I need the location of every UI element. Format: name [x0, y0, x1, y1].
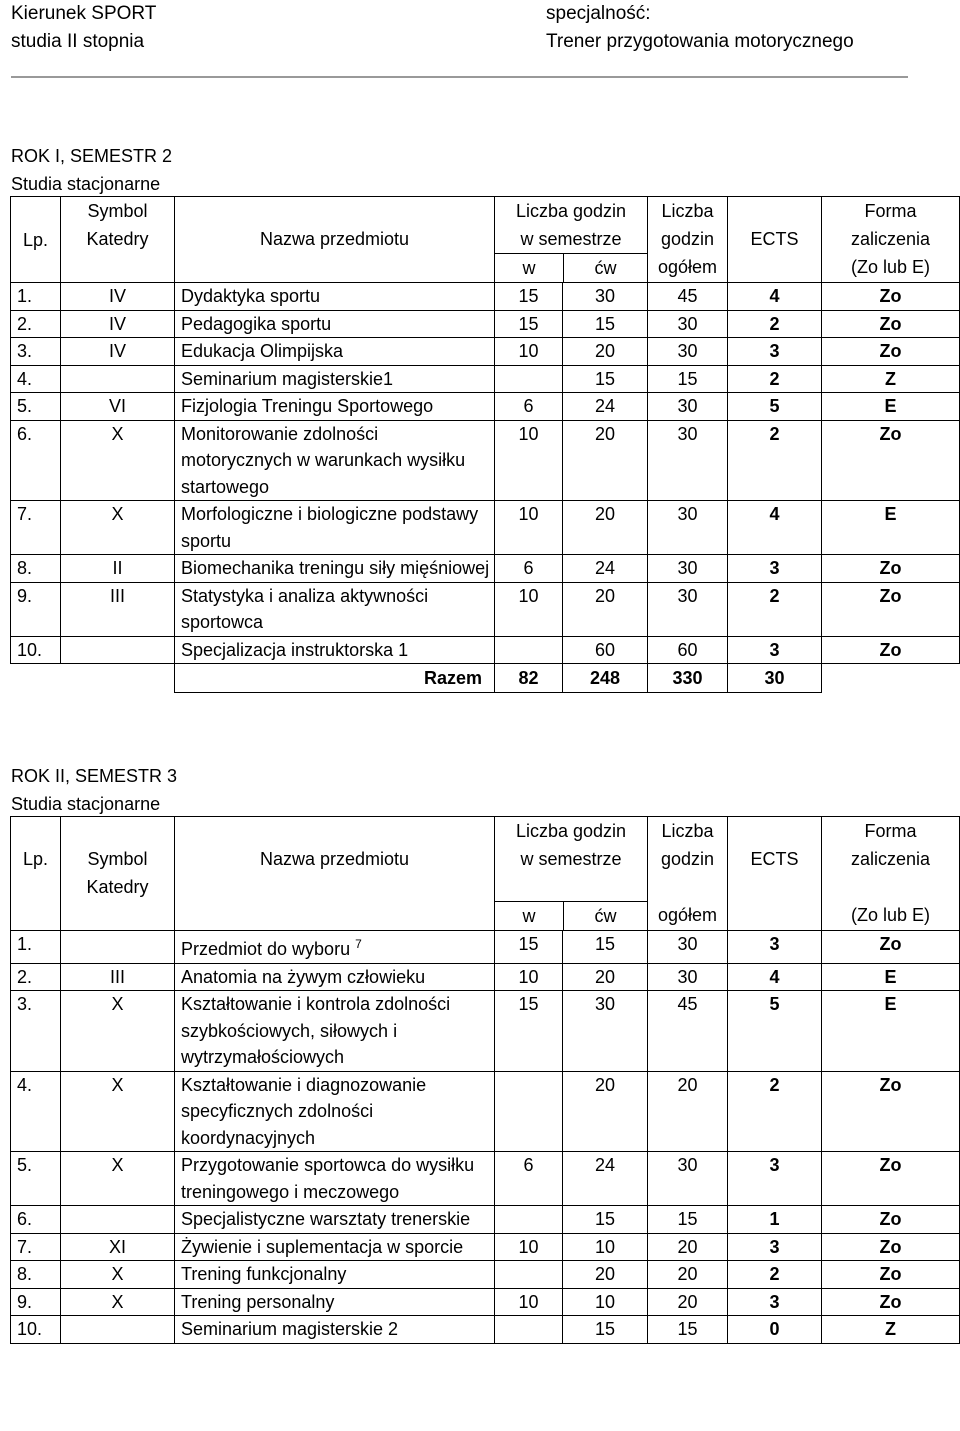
section1-header-row [11, 197, 960, 283]
row-lp: 6. [11, 1206, 61, 1234]
row-name: Pedagogika sportu [175, 310, 495, 338]
row-cw: 15 [563, 310, 648, 338]
totals-w: 82 [495, 664, 563, 693]
row-symbol: X [61, 1261, 175, 1289]
table-row [11, 1071, 960, 1152]
row-total: 20 [648, 1233, 728, 1261]
section1-subtitle: Studia stacjonarne [11, 174, 161, 194]
row-form: Z [822, 365, 960, 393]
row-name: Trening funkcjonalny [175, 1261, 495, 1289]
row-form: Zo [822, 582, 960, 636]
row-lp: 3. [11, 338, 61, 366]
row-total: 20 [648, 1288, 728, 1316]
row-lp: 4. [11, 1071, 61, 1152]
row-cw: 24 [563, 393, 648, 421]
specialization-name: Trener przygotowania motorycznego [546, 31, 854, 52]
row-w: 10 [495, 1233, 563, 1261]
table-row [11, 931, 960, 964]
specialization-label: specjalność: [546, 3, 651, 24]
row-w: 10 [495, 582, 563, 636]
header-divider [11, 76, 908, 78]
row-ects: 3 [728, 1233, 822, 1261]
row-symbol [61, 365, 175, 393]
row-cw: 10 [563, 1288, 648, 1316]
row-name: Trening personalny [175, 1288, 495, 1316]
row-cw: 24 [563, 1152, 648, 1206]
row-symbol [61, 931, 175, 964]
row-ects: 2 [728, 420, 822, 501]
row-name: Żywienie i suplementacja w sporcie [175, 1233, 495, 1261]
row-form: Zo [822, 338, 960, 366]
row-cw: 24 [563, 555, 648, 583]
row-name: Dydaktyka sportu [175, 283, 495, 311]
table-row [11, 1233, 960, 1261]
row-name: Monitorowanie zdolności motorycznych w warunkach wysiłku startowego [175, 420, 495, 501]
section1-table [10, 196, 960, 693]
table-row [11, 1288, 960, 1316]
row-symbol: X [61, 501, 175, 555]
row-w: 10 [495, 338, 563, 366]
row-form: Zo [822, 310, 960, 338]
row-ects: 4 [728, 283, 822, 311]
hours-header: Liczba godzin w semestrze w ćw [495, 817, 648, 931]
row-cw: 15 [563, 365, 648, 393]
row-ects: 3 [728, 555, 822, 583]
section2-title [11, 762, 177, 818]
table-row [11, 991, 960, 1072]
row-w: 10 [495, 963, 563, 991]
table-row [11, 1316, 960, 1344]
row-total: 20 [648, 1071, 728, 1152]
row-name: Edukacja Olimpijska [175, 338, 495, 366]
row-form: Zo [822, 931, 960, 964]
row-w [495, 636, 563, 664]
row-cw: 20 [563, 1261, 648, 1289]
row-w [495, 1206, 563, 1234]
totals-label: Razem [175, 664, 495, 693]
section2-table [10, 816, 960, 1344]
row-symbol: X [61, 1071, 175, 1152]
row-w: 6 [495, 393, 563, 421]
totals-ects: 30 [728, 664, 822, 693]
total-header: Liczba godzin ogółem [648, 197, 728, 283]
section2-header-row [11, 817, 960, 931]
row-total: 15 [648, 365, 728, 393]
row-cw: 20 [563, 501, 648, 555]
form-header: Forma zaliczenia (Zo lub E) [822, 197, 960, 283]
row-w [495, 1316, 563, 1344]
w-header: w [495, 902, 564, 930]
row-ects: 3 [728, 1152, 822, 1206]
table-row [11, 963, 960, 991]
table-row [11, 338, 960, 366]
row-total: 45 [648, 283, 728, 311]
row-name: Kształtowanie i kontrola zdolności szybkościowych, siłowych i wytrzymałościowych [175, 991, 495, 1072]
row-form: E [822, 393, 960, 421]
section1-title [11, 142, 172, 198]
row-name: Statystyka i analiza aktywności sportowca [175, 582, 495, 636]
row-w: 15 [495, 931, 563, 964]
w-header: w [495, 254, 564, 282]
row-w: 10 [495, 1288, 563, 1316]
row-lp: 6. [11, 420, 61, 501]
table-row [11, 1152, 960, 1206]
row-lp: 3. [11, 991, 61, 1072]
row-ects: 2 [728, 582, 822, 636]
row-w [495, 365, 563, 393]
row-ects: 2 [728, 310, 822, 338]
row-total: 15 [648, 1316, 728, 1344]
row-symbol [61, 636, 175, 664]
section2-heading: ROK II, SEMESTR 3 [11, 766, 178, 786]
row-cw: 20 [563, 582, 648, 636]
table-row [11, 636, 960, 664]
row-form: Zo [822, 1261, 960, 1289]
row-form: Zo [822, 283, 960, 311]
section2-subtitle: Studia stacjonarne [11, 794, 161, 814]
row-cw: 15 [563, 931, 648, 964]
row-total: 20 [648, 1261, 728, 1289]
row-lp: 9. [11, 1288, 61, 1316]
row-total: 60 [648, 636, 728, 664]
row-ects: 1 [728, 1206, 822, 1234]
row-ects: 3 [728, 931, 822, 964]
table-row [11, 393, 960, 421]
row-lp: 5. [11, 393, 61, 421]
row-form: Zo [822, 636, 960, 664]
row-total: 30 [648, 1152, 728, 1206]
row-cw: 15 [563, 1206, 648, 1234]
row-total: 30 [648, 931, 728, 964]
row-ects: 5 [728, 393, 822, 421]
cw-header: ćw [594, 258, 617, 278]
form-header: Forma zaliczenia (Zo lub E) [822, 817, 960, 931]
row-w: 15 [495, 283, 563, 311]
table-row [11, 555, 960, 583]
row-w: 10 [495, 420, 563, 501]
row-lp: 2. [11, 310, 61, 338]
row-name: Specjalizacja instruktorska 1 [175, 636, 495, 664]
row-form: Zo [822, 1071, 960, 1152]
row-ects: 3 [728, 1288, 822, 1316]
study-level: studia II stopnia [11, 31, 145, 52]
row-lp: 1. [11, 283, 61, 311]
table-row [11, 365, 960, 393]
row-form: E [822, 991, 960, 1072]
row-w: 6 [495, 555, 563, 583]
row-symbol [61, 1316, 175, 1344]
row-name: Fizjologia Treningu Sportowego [175, 393, 495, 421]
header-left [11, 0, 156, 56]
row-total: 30 [648, 310, 728, 338]
symbol-header: Symbol Katedry [61, 197, 175, 283]
row-symbol: IV [61, 310, 175, 338]
ects-header: ECTS [728, 817, 822, 931]
row-ects: 4 [728, 501, 822, 555]
row-symbol: X [61, 991, 175, 1072]
row-w: 15 [495, 991, 563, 1072]
table-row [11, 582, 960, 636]
row-total: 30 [648, 555, 728, 583]
row-symbol: II [61, 555, 175, 583]
row-name: Morfologiczne i biologiczne podstawy sportu [175, 501, 495, 555]
hours-header: Liczba godzin w semestrze w ćw [495, 197, 648, 283]
row-total: 45 [648, 991, 728, 1072]
row-form: Zo [822, 420, 960, 501]
table-row [11, 1261, 960, 1289]
row-total: 15 [648, 1206, 728, 1234]
row-form: Zo [822, 555, 960, 583]
row-ects: 3 [728, 636, 822, 664]
row-form: Z [822, 1316, 960, 1344]
row-cw: 30 [563, 283, 648, 311]
row-symbol: III [61, 582, 175, 636]
row-form: Zo [822, 1288, 960, 1316]
symbol-header: Symbol Katedry [61, 817, 175, 931]
row-name: Przygotowanie sportowca do wysiłku treningowego i meczowego [175, 1152, 495, 1206]
row-lp: 10. [11, 636, 61, 664]
row-ects: 2 [728, 365, 822, 393]
ects-header: ECTS [728, 197, 822, 283]
row-symbol [61, 1206, 175, 1234]
row-cw: 15 [563, 1316, 648, 1344]
row-name: Specjalistyczne warsztaty trenerskie [175, 1206, 495, 1234]
row-w: 15 [495, 310, 563, 338]
row-ects: 5 [728, 991, 822, 1072]
row-symbol: VI [61, 393, 175, 421]
cw-header: ćw [594, 906, 617, 926]
row-ects: 2 [728, 1261, 822, 1289]
section1-totals-row [11, 664, 960, 693]
row-cw: 60 [563, 636, 648, 664]
row-cw: 20 [563, 420, 648, 501]
row-form: Zo [822, 1152, 960, 1206]
name-header: Nazwa przedmiotu [175, 197, 495, 283]
total-header: Liczba godzin ogółem [648, 817, 728, 931]
row-lp: 7. [11, 501, 61, 555]
row-lp: 8. [11, 555, 61, 583]
table-row [11, 310, 960, 338]
table-row [11, 501, 960, 555]
row-lp: 4. [11, 365, 61, 393]
row-name: Anatomia na żywym człowieku [175, 963, 495, 991]
totals-cw: 248 [563, 664, 648, 693]
row-form: Zo [822, 1233, 960, 1261]
row-symbol: IV [61, 283, 175, 311]
section1-heading: ROK I, SEMESTR 2 [11, 146, 173, 166]
row-ects: 4 [728, 963, 822, 991]
lp-header: Lp. [11, 197, 61, 283]
row-form: E [822, 501, 960, 555]
row-lp: 1. [11, 931, 61, 964]
row-symbol: XI [61, 1233, 175, 1261]
row-total: 30 [648, 501, 728, 555]
row-lp: 2. [11, 963, 61, 991]
row-symbol: III [61, 963, 175, 991]
row-lp: 10. [11, 1316, 61, 1344]
table-row [11, 283, 960, 311]
row-ects: 3 [728, 338, 822, 366]
row-form: E [822, 963, 960, 991]
row-symbol: IV [61, 338, 175, 366]
row-name: Seminarium magisterskie 2 [175, 1316, 495, 1344]
row-name: Biomechanika treningu siły mięśniowej [175, 555, 495, 583]
table-row [11, 420, 960, 501]
row-cw: 20 [563, 1071, 648, 1152]
row-cw: 30 [563, 991, 648, 1072]
row-w: 10 [495, 501, 563, 555]
row-name: Przedmiot do wyboru $^7$ [175, 931, 495, 964]
row-lp: 7. [11, 1233, 61, 1261]
lp-header: Lp. [11, 817, 61, 931]
row-form: Zo [822, 1206, 960, 1234]
row-total: 30 [648, 963, 728, 991]
row-total: 30 [648, 420, 728, 501]
row-total: 30 [648, 393, 728, 421]
row-total: 30 [648, 582, 728, 636]
row-lp: 8. [11, 1261, 61, 1289]
row-cw: 10 [563, 1233, 648, 1261]
row-w [495, 1071, 563, 1152]
name-header: Nazwa przedmiotu [175, 817, 495, 931]
totals-total: 330 [648, 664, 728, 693]
row-symbol: X [61, 1288, 175, 1316]
footnote-marker: 7 [355, 937, 362, 951]
row-ects: 2 [728, 1071, 822, 1152]
header-right [546, 0, 854, 56]
row-lp: 9. [11, 582, 61, 636]
row-cw: 20 [563, 338, 648, 366]
row-name: Seminarium magisterskie1 [175, 365, 495, 393]
row-total: 30 [648, 338, 728, 366]
row-symbol: X [61, 420, 175, 501]
row-symbol: X [61, 1152, 175, 1206]
row-ects: 0 [728, 1316, 822, 1344]
row-name: Kształtowanie i diagnozowanie specyficznych zdolności koordynacyjnych [175, 1071, 495, 1152]
field-of-study: Kierunek SPORT [11, 3, 157, 24]
row-w: 6 [495, 1152, 563, 1206]
row-lp: 5. [11, 1152, 61, 1206]
row-w [495, 1261, 563, 1289]
row-cw: 20 [563, 963, 648, 991]
table-row [11, 1206, 960, 1234]
